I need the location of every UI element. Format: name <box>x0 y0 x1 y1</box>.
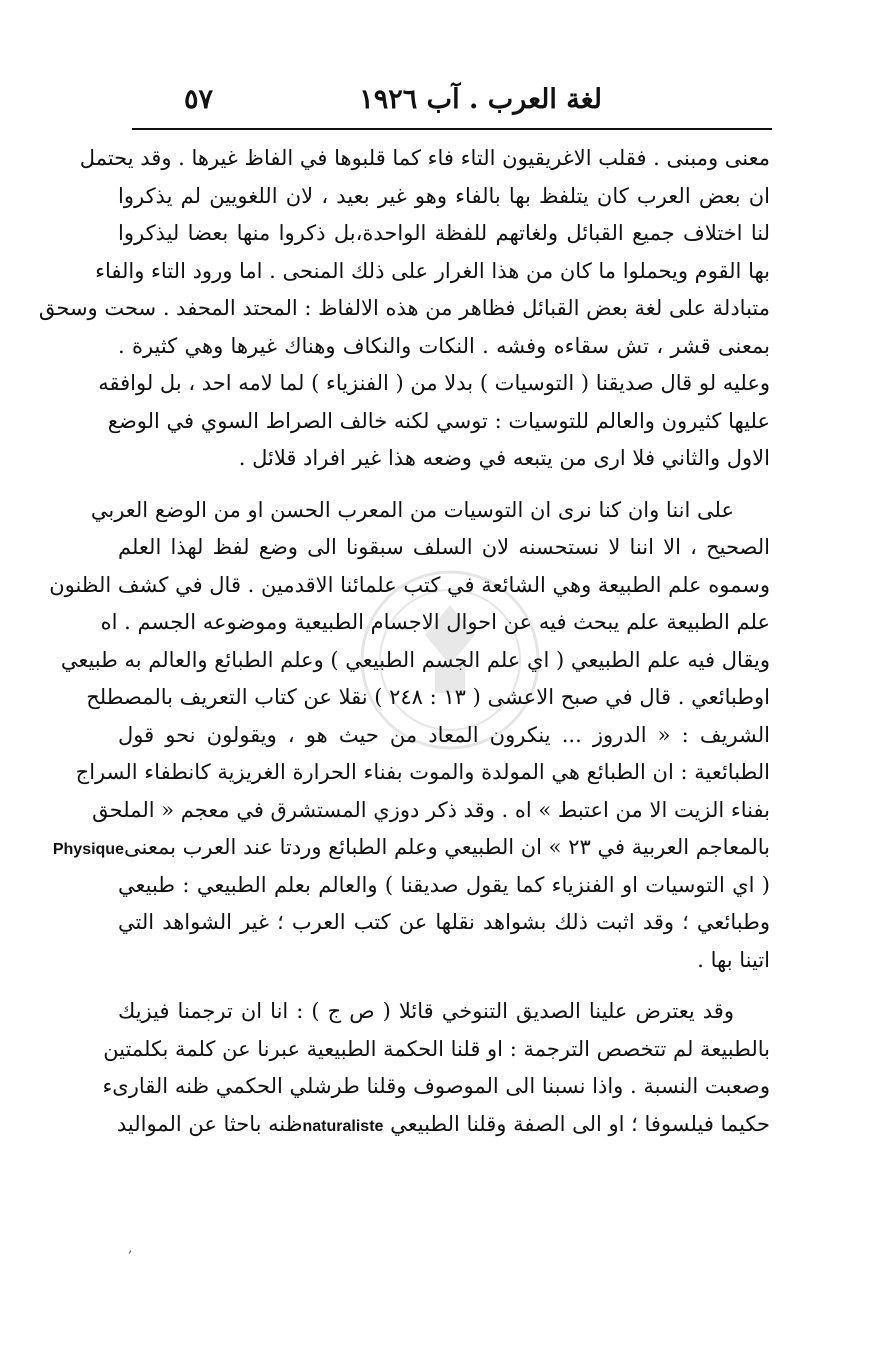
text-line: الصحيح ، الا اننا لا نستحسنه لان السلف سبقونا الى وضع لفظ لهذا العلم <box>118 535 770 559</box>
text-line-with-term <box>118 1106 770 1144</box>
paragraph-2 <box>49 492 770 980</box>
text-line: اتينا بها . <box>697 947 770 972</box>
text-line: بمعنى قشر ، تش سقاءه وفشه . النكات والنكاف وهناك غيرها وهي كثيرة . <box>118 333 770 358</box>
paragraph-gap <box>118 478 770 492</box>
text-line: معنى ومبنى . فقلب الاغريقيون التاء فاء كما قلبوها في الفاظ غيرها . وقد يحتمل <box>79 146 770 170</box>
text-line: ( اي التوسيات او الفنزياء كما يقول صديقنا ) والعالم بعلم الطبيعي : طبيعي <box>118 872 770 897</box>
text-line: علم الطبيعة علم يبحث فيه عن احوال الاجسام الطبيعية وموضوعه الجسم . اه <box>100 610 770 634</box>
text-line: الاول والثاني فلا ارى من يتبعه في وضعه هذا غير افراد قلائل . <box>238 446 770 470</box>
text-line-with-term <box>52 829 770 867</box>
text-line: على اننا وان كنا نرى ان التوسيات من المعرب الحسن او من الوضع العربي <box>90 497 734 522</box>
latin-term: Physique <box>52 841 124 858</box>
text-line: اوطبائعي . قال في صبح الاعشى ( ١٣ : ٢٤٨ ) نقلا عن كتاب التعريف بالمصطلح <box>86 685 770 709</box>
running-title: لغة العرب . آب ١٩٢٦ <box>359 84 602 115</box>
text-line: متبادلة على لغة بعض القبائل فظاهر من هذه الالفاظ : المحتد المحفد . سحت وسحق <box>38 296 770 320</box>
text-line: الطبائعية : ان الطبائع هي المولدة والموت بفناء الحرارة الغريزية كانطفاء السراج <box>75 760 770 784</box>
text-line: الشريف : « الدروز ... ينكرون المعاد من حيث هو ، ويقولون نحو قول <box>118 722 770 747</box>
latin-term: naturaliste <box>302 1117 384 1135</box>
line-text: بالمعاجم العربية في ٢٣ » ان الطبيعي وعلم الطبائع وردتا عند العرب بمعنى <box>123 835 770 859</box>
text-line: وسموه علم الطبيعة وهي الشائعة في كتب علمائنا الاقدمين . قال في كشف الظنون <box>49 572 770 597</box>
text-line: وعليه لو قال صديقنا ( التوسيات ) بدلا من ( الفنزياء ) لما لامه احد ، بل لوافقه <box>98 371 770 395</box>
text-line: بها القوم ويحملوا ما كان من هذا الغرار على ذلك المنحى . اما ورود التاء والفاء <box>95 258 770 283</box>
text-line: وصعبت النسبة . واذا نسبنا الى الموصوف وقلنا طرشلي الحكمي ظنه القارىء <box>102 1074 770 1098</box>
paragraph-gap <box>118 979 770 993</box>
text-line: عليها كثيرون والعالم للتوسيات : توسي لكنه خالف الصراط السوي في الوضع <box>107 408 770 433</box>
text-line: وقد يعترض علينا الصديق التنوخي قائلا ( ص ج ) : انا ان ترجمنا فيزيك <box>118 999 734 1023</box>
paragraph-1 <box>38 140 770 478</box>
text-line: بفناء الزيت الا من اعتبط » اه . وقد ذكر دوزي المستشرق في معجم « الملحق <box>92 797 770 822</box>
text-line: ويقال فيه علم الطبيعي ( اي علم الجسم الطبيعي ) وعلم الطبائع والعالم به طبيعي <box>60 647 770 672</box>
text-line: وطبائعي ؛ وقد اثبت ذلك بشواهد نقلها عن كتب العرب ؛ غير الشواهد التي <box>118 910 770 934</box>
margin-mark: , <box>128 1240 133 1256</box>
page-number: ٥٧ <box>184 84 214 115</box>
text-line: لنا اختلاف جميع القبائل ولغاتهم للفظة الواحدة،بل ذكروا منها بعضا ليذكروا <box>118 221 770 245</box>
text-line: ان بعض العرب كان يتلفظ بها بالفاء وهو غير بعيد ، لان اللغويين لم يذكروا <box>118 183 770 208</box>
text-line: بالطبيعة لم تتخصص الترجمة : او قلنا الحكمة الطبيعية عبرنا عن كلمة بكلمتين <box>103 1036 770 1061</box>
line-text: ظنه باحثا عن المواليد <box>116 1111 303 1136</box>
page-header <box>132 80 772 120</box>
header-rule <box>132 128 772 130</box>
line-text: حكيما فيلسوفا ؛ او الى الصفة وقلنا الطبيعي <box>390 1111 770 1136</box>
body-text <box>38 140 770 1143</box>
paragraph-3 <box>102 993 770 1143</box>
